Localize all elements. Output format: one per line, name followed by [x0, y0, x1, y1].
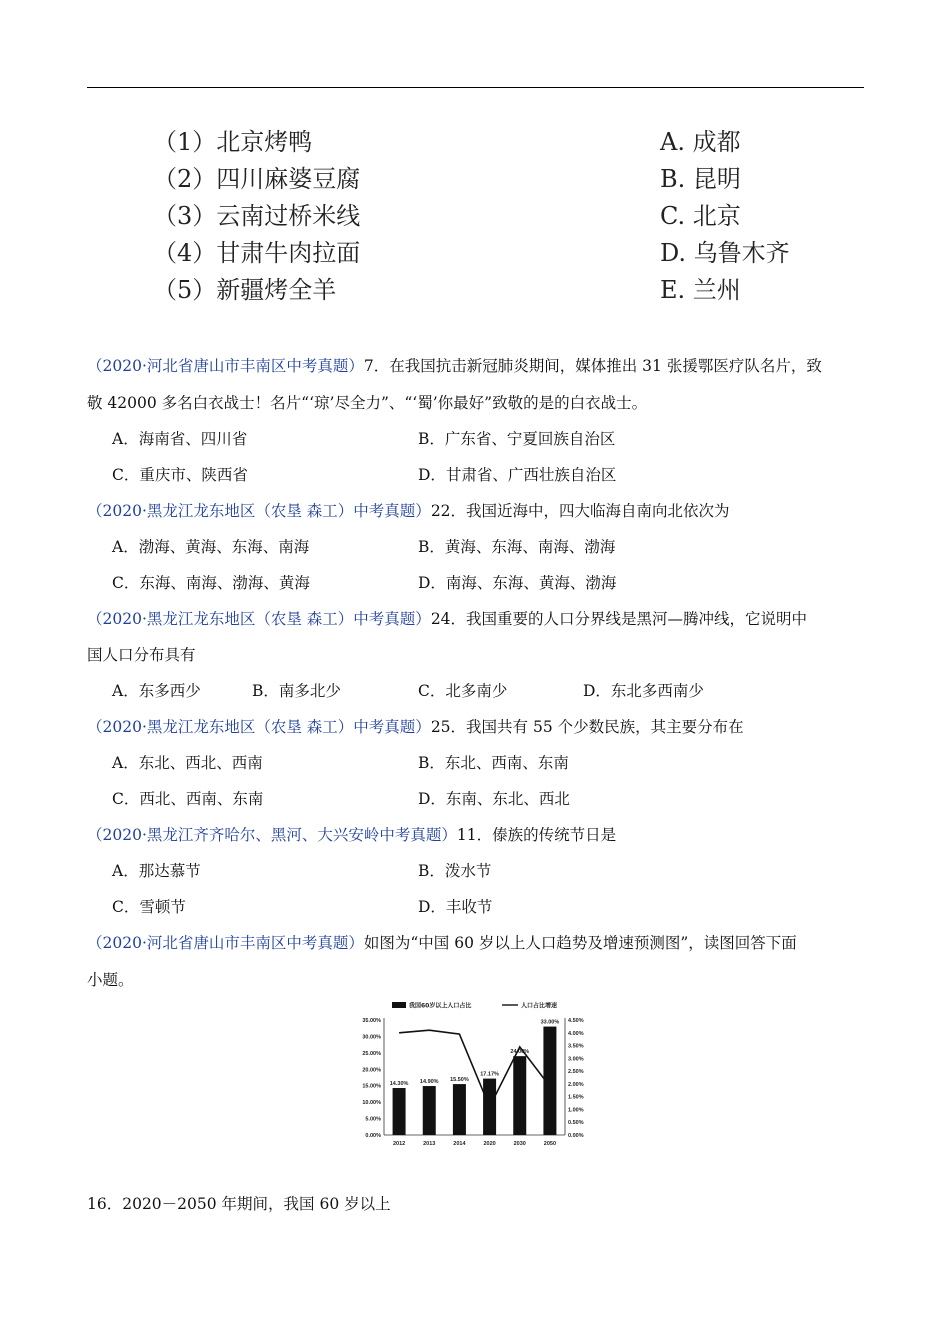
y-left-tick-label: 25.00% — [362, 1050, 381, 1057]
figure-intro-line1 — [87, 925, 867, 961]
y-left-tick-label: 30.00% — [362, 1034, 381, 1041]
option-b[interactable]: B．黄海、东海、南海、渤海 — [418, 538, 616, 556]
x-tick-label: 2020 — [483, 1141, 496, 1147]
y-right-tick-label: 2.50% — [568, 1069, 584, 1076]
option-a[interactable]: A．渤海、黄海、东海、南海 — [112, 538, 310, 556]
question-25 — [87, 709, 867, 745]
question-text: 11．傣族的传统节日是 — [456, 826, 617, 844]
bar-data-label: 33.00% — [540, 1019, 560, 1026]
matching-left-item: （5）新疆烤全羊 — [153, 276, 337, 304]
question-source: （2020·河北省唐山市丰南区中考真题） — [87, 357, 364, 375]
bar-2013 — [423, 1086, 436, 1135]
matching-left-item: （3）云南过桥米线 — [153, 202, 361, 230]
option-c[interactable]: C．重庆市、陕西省 — [112, 466, 248, 484]
y-right-tick-label: 2.00% — [568, 1081, 584, 1088]
option-d[interactable]: D．丰收节 — [418, 898, 493, 916]
option-c[interactable]: C．雪顿节 — [112, 898, 186, 916]
option-b[interactable]: B．广东省、宁夏回族自治区 — [418, 430, 616, 448]
question-22 — [87, 493, 867, 529]
option-b[interactable]: B．东北、西南、东南 — [418, 754, 569, 772]
legend-bar-swatch — [392, 1002, 406, 1008]
option-d[interactable]: D．甘肃省、广西壮族自治区 — [418, 466, 617, 484]
question-11 — [87, 817, 867, 853]
x-tick-label: 2012 — [392, 1141, 406, 1147]
y-right-tick-label: 1.50% — [568, 1094, 584, 1101]
y-left-tick-label: 35.00% — [362, 1018, 381, 1024]
figure-intro-line2: 小题。 — [87, 971, 134, 989]
question-text: 25．我国共有 55 个少数民族，其主要分布在 — [430, 718, 744, 736]
question-source: （2020·黑龙江龙东地区（农垦 森工）中考真题） — [87, 718, 431, 736]
question-source: （2020·黑龙江龙东地区（农垦 森工）中考真题） — [87, 610, 431, 628]
matching-left-item: （2）四川麻婆豆腐 — [153, 165, 361, 193]
header-rule — [87, 87, 864, 88]
population-chart-svg — [352, 998, 602, 1158]
option-d[interactable]: D．南海、东海、黄海、渤海 — [418, 574, 617, 592]
option-b[interactable]: B．泼水节 — [418, 862, 492, 880]
matching-right-item: D. 乌鲁木齐 — [660, 239, 790, 267]
population-chart — [352, 998, 602, 1158]
option-c[interactable]: C．西北、西南、东南 — [112, 790, 264, 808]
option-c[interactable]: C．北多南少 — [418, 682, 508, 700]
y-left-tick-label: 0.00% — [365, 1133, 381, 1139]
bar-2012 — [393, 1088, 406, 1135]
x-tick-label: 2013 — [423, 1141, 436, 1147]
bar-2014 — [453, 1084, 466, 1135]
y-right-tick-label: 4.00% — [568, 1030, 584, 1037]
option-d[interactable]: D．东南、东北、西北 — [418, 790, 570, 808]
matching-right-item: E. 兰州 — [660, 276, 741, 304]
option-a[interactable]: A．东多西少 — [112, 682, 201, 700]
y-right-tick-label: 4.50% — [568, 1018, 584, 1024]
y-left-tick-label: 10.00% — [362, 1100, 381, 1107]
option-a[interactable]: A．东北、西北、西南 — [112, 754, 263, 772]
option-c[interactable]: C．东海、南海、渤海、黄海 — [112, 574, 310, 592]
x-tick-label: 2030 — [513, 1141, 526, 1147]
option-a[interactable]: A．那达慕节 — [112, 862, 201, 880]
option-d[interactable]: D．东北多西南少 — [583, 682, 704, 700]
y-right-tick-label: 3.00% — [568, 1056, 584, 1063]
bar-data-label: 14.90% — [419, 1079, 439, 1086]
bar-data-label: 14.30% — [389, 1081, 409, 1088]
y-right-tick-label: 3.50% — [568, 1043, 584, 1050]
growth-rate-line — [399, 1030, 550, 1107]
question-text: 7．在我国抗击新冠肺炎期间，媒体推出 31 张援鄂医疗队名片，致 — [363, 357, 822, 375]
question-7-line2: 敬 42000 多名白衣战士！名片“‘琼’尽全力”、“‘蜀’你最好”致敬的是的白衣战士。 — [87, 394, 648, 412]
matching-right-item: A. 成都 — [660, 128, 741, 156]
matching-right-column — [660, 124, 790, 309]
question-source: （2020·河北省唐山市丰南区中考真题） — [87, 934, 364, 952]
option-a[interactable]: A．海南省、四川省 — [112, 430, 248, 448]
question-24-line2: 国人口分布具有 — [87, 646, 196, 664]
question-text: 24．我国重要的人口分界线是黑河—腾冲线，它说明中 — [430, 610, 808, 628]
question-16: 16．2020－2050 年期间，我国 60 岁以上 — [87, 1195, 391, 1213]
y-left-tick-label: 5.00% — [365, 1116, 381, 1123]
question-7-line1 — [87, 348, 867, 384]
y-right-tick-label: 1.00% — [568, 1107, 584, 1114]
x-tick-label: 2050 — [543, 1141, 557, 1147]
legend-line-label: 人口占比增速 — [521, 1002, 558, 1010]
question-text: 如图为“中国 60 岁以上人口趋势及增速预测图”，读图回答下面 — [363, 934, 797, 952]
matching-left-column — [153, 124, 360, 309]
bar-data-label: 17.17% — [480, 1071, 499, 1078]
option-b[interactable]: B．南多北少 — [252, 682, 341, 700]
y-left-tick-label: 15.00% — [362, 1083, 381, 1090]
matching-left-item: （1）北京烤鸭 — [153, 128, 313, 156]
question-source: （2020·黑龙江齐齐哈尔、黑河、大兴安岭中考真题） — [87, 826, 457, 844]
question-24-line1 — [87, 601, 867, 637]
question-text: 22．我国近海中，四大临海自南向北依次为 — [430, 502, 730, 520]
y-left-tick-label: 20.00% — [362, 1067, 381, 1074]
question-source: （2020·黑龙江龙东地区（农垦 森工）中考真题） — [87, 502, 431, 520]
legend-bar-label: 我国60岁以上人口占比 — [409, 1002, 472, 1010]
matching-right-item: B. 昆明 — [660, 165, 741, 193]
matching-left-item: （4）甘肃牛肉拉面 — [153, 239, 361, 267]
bar-data-label: 24.00% — [510, 1049, 530, 1056]
bar-2030 — [513, 1056, 526, 1135]
bar-data-label: 15.50% — [450, 1077, 469, 1084]
y-right-tick-label: 0.50% — [568, 1120, 584, 1127]
matching-right-item: C. 北京 — [660, 202, 741, 230]
x-tick-label: 2014 — [453, 1141, 466, 1147]
y-right-tick-label: 0.00% — [568, 1133, 584, 1139]
